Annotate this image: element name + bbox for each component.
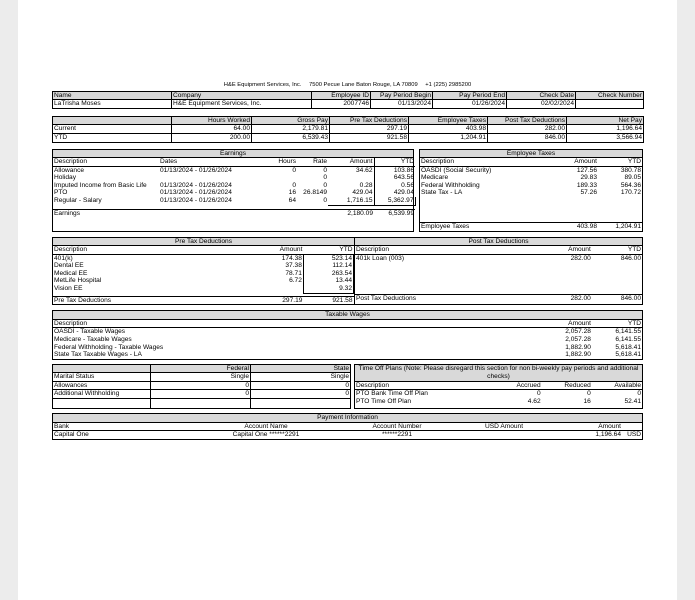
earnings-table: [53, 158, 416, 217]
earn-rate: 0: [323, 181, 327, 189]
earn-hdr-amount: Amount: [328, 158, 374, 166]
summary-row-current: [53, 125, 644, 134]
employee-taxes-section: [419, 149, 643, 232]
earn-amount: 34.62: [355, 166, 373, 174]
taxable-amount: 1,882.90: [565, 351, 591, 359]
pretax-ytd: 263.54: [303, 270, 353, 278]
tax-hdr-desc: Description: [420, 158, 550, 166]
earn-amount: 0.28: [359, 181, 373, 189]
earn-ytd: 5,362.97: [374, 197, 415, 205]
table-row: [420, 166, 642, 174]
taxable-amount: 1,882.90: [565, 343, 591, 351]
earn-hours: [267, 174, 297, 182]
earn-total-label: Earnings: [53, 209, 159, 217]
tax-amount: 127.56: [576, 166, 597, 174]
earn-total-ytd: 6,539.99: [374, 209, 415, 217]
taxable-desc: Medicare - Taxable Wages: [54, 335, 132, 343]
taxable-title: Taxable Wages: [53, 311, 642, 320]
tax-total-amount: 403.98: [550, 223, 598, 231]
earn-desc: Imputed Income from Basic Life: [54, 181, 147, 189]
tax-hdr-ytd: YTD: [598, 158, 642, 166]
summary-cell: 282.00: [488, 125, 567, 134]
pay-hdr-bank: Bank: [53, 423, 201, 431]
to-available: 52.41: [624, 397, 641, 405]
pay-hdr-account-number: Account Number: [331, 423, 463, 431]
pay-amount: 1,196.64: [595, 431, 621, 439]
table-row: [53, 336, 642, 344]
summary-hdr-blank: [53, 116, 172, 125]
company-name: H&E Equipment Services, Inc.: [223, 82, 302, 88]
to-accrued: 0: [536, 390, 541, 398]
taxable-wages-table: [53, 320, 642, 359]
to-reduced: 16: [583, 397, 591, 405]
earn-hdr-rate: Rate: [297, 158, 328, 166]
posttax-hdr-amount: Amount: [542, 246, 592, 254]
hdr-period-begin: Pay Period Begin: [371, 91, 433, 100]
summary-cell: 1,204.91: [409, 133, 488, 142]
table-row: [53, 197, 415, 205]
payment-title: Payment Information: [53, 414, 642, 423]
earn-dates: [159, 174, 267, 182]
wh-label: Marital Status: [53, 373, 151, 382]
tax-desc: Federal Withholding: [421, 181, 480, 189]
posttax-total-ytd: 846.00: [592, 295, 642, 303]
tax-amount: 57.26: [580, 189, 597, 197]
summary-cell: 846.00: [488, 133, 567, 142]
tax-total-label: Employee Taxes: [420, 223, 550, 231]
taxable-hdr-ytd: YTD: [592, 320, 642, 328]
pretax-ytd: 523.14: [303, 254, 353, 262]
posttax-title: Post Tax Deductions: [355, 238, 642, 247]
wh-label: Allowances: [53, 381, 151, 390]
employee-name: LaTrisha Moses: [53, 100, 172, 109]
table-row: [53, 189, 415, 197]
time-off-section: [354, 364, 643, 409]
check-number: [576, 100, 644, 109]
table-row: [53, 381, 351, 390]
post-tax-table: [355, 246, 642, 303]
summary-label: Current: [53, 125, 172, 134]
pretax-ytd: 112.14: [303, 262, 353, 270]
posttax-amount: 282.00: [570, 254, 591, 262]
earn-rate: 0: [323, 197, 327, 205]
hdr-company: Company: [172, 91, 312, 100]
hdr-employee-id: Employee ID: [312, 91, 371, 100]
summary-cell: 921.58: [330, 133, 409, 142]
taxable-ytd: 5,618.41: [615, 343, 641, 351]
pretax-desc: 401(k): [54, 254, 73, 262]
table-row: [53, 351, 642, 359]
earn-desc: Holiday: [54, 174, 76, 182]
pay-hdr-usd-amount: USD Amount: [463, 423, 545, 431]
summary-cell: 200.00: [172, 133, 252, 142]
summary-cell: 1,196.64: [567, 125, 644, 134]
table-row: [53, 254, 354, 262]
wh-state: Single: [251, 373, 351, 382]
pretax-hdr-amount: Amount: [253, 246, 303, 254]
wh-federal: Single: [151, 373, 251, 382]
hdr-check-date: Check Date: [507, 91, 576, 100]
pay-account-number: ******2291: [381, 431, 413, 439]
posttax-hdr-ytd: YTD: [592, 246, 642, 254]
to-hdr-accrued: Accrued: [485, 382, 541, 390]
wh-state: 0: [251, 390, 351, 399]
pretax-desc: Dental EE: [54, 262, 84, 270]
pretax-ytd: 13.44: [303, 277, 353, 285]
pay-account-name: Capital One ******2291: [232, 431, 300, 439]
earn-hours: 0: [292, 181, 296, 189]
pretax-total-amount: 297.19: [253, 296, 303, 304]
earn-rate: 0: [323, 174, 327, 182]
posttax-ytd: 846.00: [620, 254, 641, 262]
wh-hdr-blank: [53, 364, 151, 373]
table-row: [53, 174, 415, 182]
taxes-total-row: [420, 223, 642, 231]
payment-section: [52, 413, 643, 440]
summary-row-ytd: [53, 133, 644, 142]
table-row: [53, 344, 642, 352]
to-accrued: 4.62: [527, 397, 541, 405]
tax-hdr-amount: Amount: [550, 158, 598, 166]
tax-desc: State Tax - LA: [421, 189, 463, 197]
pay-hdr-amount: Amount: [545, 423, 622, 431]
employee-info-table: [52, 91, 644, 109]
table-row: [355, 390, 642, 398]
table-row: [53, 262, 354, 270]
summary-hdr-pretax: Pre Tax Deductions: [330, 116, 409, 125]
taxable-desc: State Tax Taxable Wages - LA: [54, 351, 142, 359]
tax-amount: 189.33: [576, 181, 597, 189]
pretax-amount: 6.72: [289, 277, 302, 285]
table-row: [420, 189, 642, 197]
employee-company: H&E Equipment Services, Inc.: [172, 100, 312, 109]
pay-bank: Capital One: [54, 431, 89, 439]
earn-rate: 0: [323, 166, 327, 174]
table-row: [355, 254, 642, 262]
table-row: [53, 431, 642, 439]
summary-hdr-gross: Gross Pay: [252, 116, 330, 125]
wh-hdr-federal: Federal: [151, 364, 251, 373]
pretax-ytd: 9.32: [303, 285, 353, 293]
period-begin: 01/13/2024: [371, 100, 433, 109]
earnings-section: [52, 149, 414, 232]
tax-ytd: 380.78: [620, 166, 641, 174]
summary-cell: 6,539.43: [252, 133, 330, 142]
earn-dates: 01/13/2024 - 01/26/2024: [160, 181, 232, 189]
posttax-hdr-desc: Description: [355, 246, 542, 254]
pretax-title: Pre Tax Deductions: [53, 238, 354, 247]
tax-ytd: 564.36: [620, 181, 641, 189]
post-tax-section: [355, 238, 642, 305]
earn-hdr-ytd: YTD: [374, 158, 415, 166]
earn-hdr-hours: Hours: [267, 158, 297, 166]
wh-label: Additional Withholding: [53, 390, 151, 399]
posttax-total-amount: 282.00: [542, 295, 592, 303]
taxable-desc: Federal Withholding - Taxable Wages: [54, 343, 164, 351]
pre-tax-section: [53, 238, 355, 305]
summary-cell: 3,566.94: [567, 133, 644, 142]
earn-dates: 01/13/2024 - 01/26/2024: [160, 189, 232, 197]
hdr-period-end: Pay Period End: [433, 91, 507, 100]
employee-id: 2007746: [312, 100, 371, 109]
pay-usd-amount: [463, 431, 545, 439]
pretax-total-row: [53, 296, 354, 304]
table-row: [420, 174, 642, 182]
table-row: [420, 182, 642, 190]
earn-hours: 0: [292, 166, 296, 174]
table-row: [53, 390, 351, 399]
taxes-title: Employee Taxes: [420, 150, 642, 159]
to-desc: PTO Bank Time Off Plan: [356, 390, 428, 398]
earn-hdr-desc: Description: [53, 158, 159, 166]
earn-desc: Allowance: [54, 166, 85, 174]
hdr-check-number: Check Number: [576, 91, 644, 100]
to-reduced: 0: [587, 390, 591, 398]
wh-federal: 0: [151, 381, 251, 390]
pretax-amount: 37.38: [285, 262, 302, 270]
earn-ytd: 0.56: [374, 182, 415, 190]
pretax-desc: MetLife Hospital: [54, 277, 102, 285]
to-hdr-reduced: Reduced: [542, 382, 592, 390]
wh-federal: 0: [151, 390, 251, 399]
pretax-total-ytd: 921.58: [303, 296, 353, 304]
pre-tax-table: [53, 246, 354, 304]
pay-currency: USD: [627, 431, 641, 439]
pretax-hdr-ytd: YTD: [303, 246, 353, 254]
summary-hdr-hours: Hours Worked: [172, 116, 252, 125]
earn-hours: 64: [288, 197, 296, 205]
check-date: 02/02/2024: [507, 100, 576, 109]
summary-table: [52, 116, 644, 143]
taxable-ytd: 5,618.41: [615, 351, 641, 359]
taxable-ytd: 6,141.55: [615, 335, 641, 343]
earn-ytd: 429.04: [374, 189, 415, 197]
summary-hdr-posttax: Post Tax Deductions: [488, 116, 567, 125]
summary-cell: 297.19: [330, 125, 409, 134]
wh-state: 0: [251, 381, 351, 390]
tax-amount: 29.83: [580, 174, 597, 182]
summary-cell: 2,179.81: [252, 125, 330, 134]
earn-desc: Regular - Salary: [54, 197, 102, 205]
table-row: [53, 373, 351, 382]
earnings-total-row: [53, 209, 415, 217]
timeoff-title: Time Off Plans (Note: Please disregard this section for non bi-weekly pay periods and additional checks): [355, 365, 642, 382]
earn-desc: PTO: [54, 189, 68, 197]
tax-total-ytd: 1,204.91: [598, 223, 642, 231]
wh-hdr-state: State: [251, 364, 351, 373]
pretax-amount: [253, 285, 303, 293]
hdr-name: Name: [53, 91, 172, 100]
earn-amount: 429.04: [352, 189, 373, 197]
employee-taxes-table: [420, 158, 642, 230]
posttax-total-label: Post Tax Deductions: [355, 295, 542, 303]
deductions-section: [52, 237, 643, 306]
taxable-amount: 2,057.28: [565, 328, 591, 336]
withholding-table: [52, 364, 351, 409]
pay-statement: [52, 82, 643, 440]
taxable-wages-section: [52, 310, 643, 359]
taxable-hdr-amount: Amount: [534, 320, 592, 328]
taxable-hdr-desc: Description: [53, 320, 534, 328]
summary-cell: 403.98: [409, 125, 488, 134]
tax-ytd: 170.72: [620, 189, 641, 197]
to-hdr-desc: Description: [355, 382, 485, 390]
earn-ytd: 103.86: [374, 166, 415, 174]
taxable-ytd: 6,141.55: [615, 328, 641, 336]
tax-desc: OASDI (Social Security): [421, 166, 492, 174]
table-row: [53, 328, 642, 336]
posttax-total-row: [355, 295, 642, 303]
pretax-desc: Medical EE: [54, 269, 88, 277]
earn-total-amount: 2,180.09: [328, 209, 374, 217]
tax-desc: Medicare: [421, 174, 449, 182]
pretax-hdr-desc: Description: [53, 246, 253, 254]
table-row: [53, 166, 415, 174]
earn-dates: 01/13/2024 - 01/26/2024: [160, 197, 232, 205]
summary-hdr-taxes: Employee Taxes: [409, 116, 488, 125]
withholding-section: [52, 364, 350, 409]
time-off-table: [355, 382, 642, 406]
pay-hdr-account-name: Account Name: [201, 423, 331, 431]
table-row: [53, 270, 354, 278]
pretax-desc: Vision EE: [54, 285, 83, 293]
posttax-desc: 401k Loan (003): [356, 254, 405, 262]
taxable-desc: OASDI - Taxable Wages: [54, 328, 126, 336]
summary-cell: 64.00: [172, 125, 252, 134]
table-row: [355, 398, 642, 406]
earn-hdr-dates: Dates: [159, 158, 267, 166]
tax-ytd: 89.05: [624, 174, 641, 182]
payment-table: [53, 423, 642, 439]
pretax-amount: 174.38: [281, 254, 302, 262]
table-row: [53, 285, 354, 293]
earn-ytd: 643.56: [374, 174, 415, 182]
to-hdr-available: Available: [592, 382, 642, 390]
earn-amount: 1,716.15: [328, 197, 374, 205]
earn-amount: [328, 174, 374, 182]
to-desc: PTO Time Off Plan: [356, 397, 412, 405]
period-end: 01/26/2024: [433, 100, 507, 109]
earn-hours: 16: [288, 189, 296, 197]
earn-dates: 01/13/2024 - 01/26/2024: [160, 166, 232, 174]
taxable-amount: 2,057.28: [565, 335, 591, 343]
earn-rate: 26.8149: [303, 189, 327, 197]
table-row: [53, 277, 354, 285]
company-header: [52, 82, 643, 89]
pretax-total-label: Pre Tax Deductions: [53, 296, 253, 304]
earnings-title: Earnings: [53, 150, 413, 159]
summary-hdr-net: Net Pay: [567, 116, 644, 125]
company-address: 7500 Pecue Lane Baton Rouge, LA 70809: [309, 82, 418, 88]
to-available: 0: [637, 390, 641, 398]
company-phone: +1 (225) 2985200: [425, 82, 472, 88]
pretax-amount: 78.71: [285, 269, 302, 277]
table-row: [53, 182, 415, 190]
summary-label: YTD: [53, 133, 172, 142]
